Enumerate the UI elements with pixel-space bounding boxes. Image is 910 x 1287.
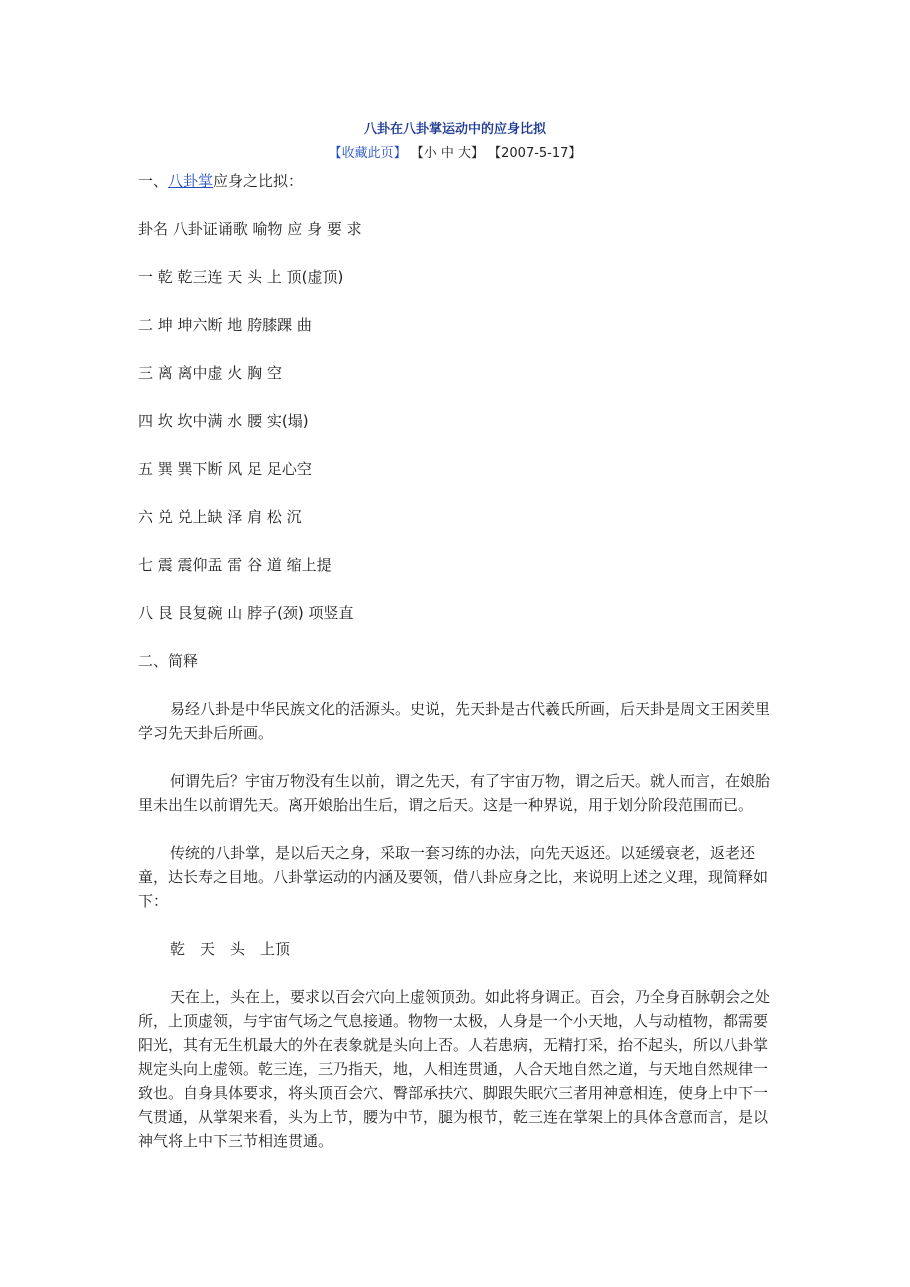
table-line-qian: 一 乾 乾三连 天 头 上 顶(虚顶) [138,268,344,286]
paragraph-xiantian: 何谓先后？宇宙万物没有生以前，谓之先天，有了宇宙万物，谓之后天。就人而言，在娘胎里未出生以前谓先天。离开娘胎出生后，谓之后天。这是一种界说，用于划分阶段范围而已。 [138,772,771,814]
table-line-zhen: 七 震 震仰盂 雷 谷 道 缩上提 [138,556,332,574]
section1-heading [138,169,778,193]
section1-suffix: 应身之比拟： [213,172,304,190]
table-line-kan: 四 坎 坎中满 水 腰 实(塌) [138,412,309,430]
article-meta [0,145,910,163]
table-line-kun: 二 坤 坤六断 地 胯膝踝 曲 [138,316,312,334]
page-title: 八卦在八卦掌运动中的应身比拟 [363,122,546,137]
paragraph-tradition: 传统的八卦掌，是以后天之身，采取一套习练的办法，向先天返还。以延缓衰老，返老还童，达长寿之目地。八卦掌运动的内涵及要领，借八卦应身之比，来说明上述之义理，现简释如下： [138,844,769,910]
table-line-xun: 五 巽 巽下断 风 足 足心空 [138,460,312,478]
subheading-qian: 乾 天 头 上顶 [170,940,291,958]
publish-date: 【2007-5-17】 [488,146,582,161]
table-header-line: 卦名 八卦证诵歌 喻物 应 身 要 求 [138,220,362,238]
paragraph-qian-explanation: 天在上，头在上，要求以百会穴向上虚领顶劲。如此将身调正。百会，乃全身百脉朝会之处所，上顶虚领，与宇宙气场之气息接通。物物一太极，人身是一个小天地，人与动植物，都需要阳光，其有无生机最大的外在表象就是头向上否。人若患病，无精打采，抬不起头，所以八卦掌规定头向上虚领。乾三连，三乃指天，地，人相连贯通，人合天地自然之道，与天地自然规律一致也。自身具体要求，将头顶百会穴、臀部承扶穴、脚跟失眠穴三者用神意相连，使身上中下一气贯通，从掌架来看，头为上节，腰为中节，腿为根节，乾三连在掌架上的具体含意而言，是以神气将上中下三节相连贯通。 [138,988,771,1150]
table-line-li: 三 离 离中虚 火 胸 空 [138,364,282,382]
table-line-dui: 六 兑 兑上缺 泽 肩 松 沉 [138,508,302,526]
table-line-gen: 八 艮 艮复碗 山 脖子(颈) 项竖直 [138,604,354,622]
bookmark-link[interactable]: 【收藏此页】 [328,146,407,161]
article-body [138,169,778,1153]
section1-prefix: 一、 [138,172,169,190]
font-size-controls[interactable]: 【小 中 大】 [410,146,484,161]
bagua-palm-link[interactable]: 八卦掌 [168,172,214,190]
paragraph-intro: 易经八卦是中华民族文化的活源头。史说，先天卦是古代羲氏所画，后天卦是周文王困羑里学习先天卦后所画。 [138,700,771,742]
section2-heading: 二、简释 [138,652,199,670]
